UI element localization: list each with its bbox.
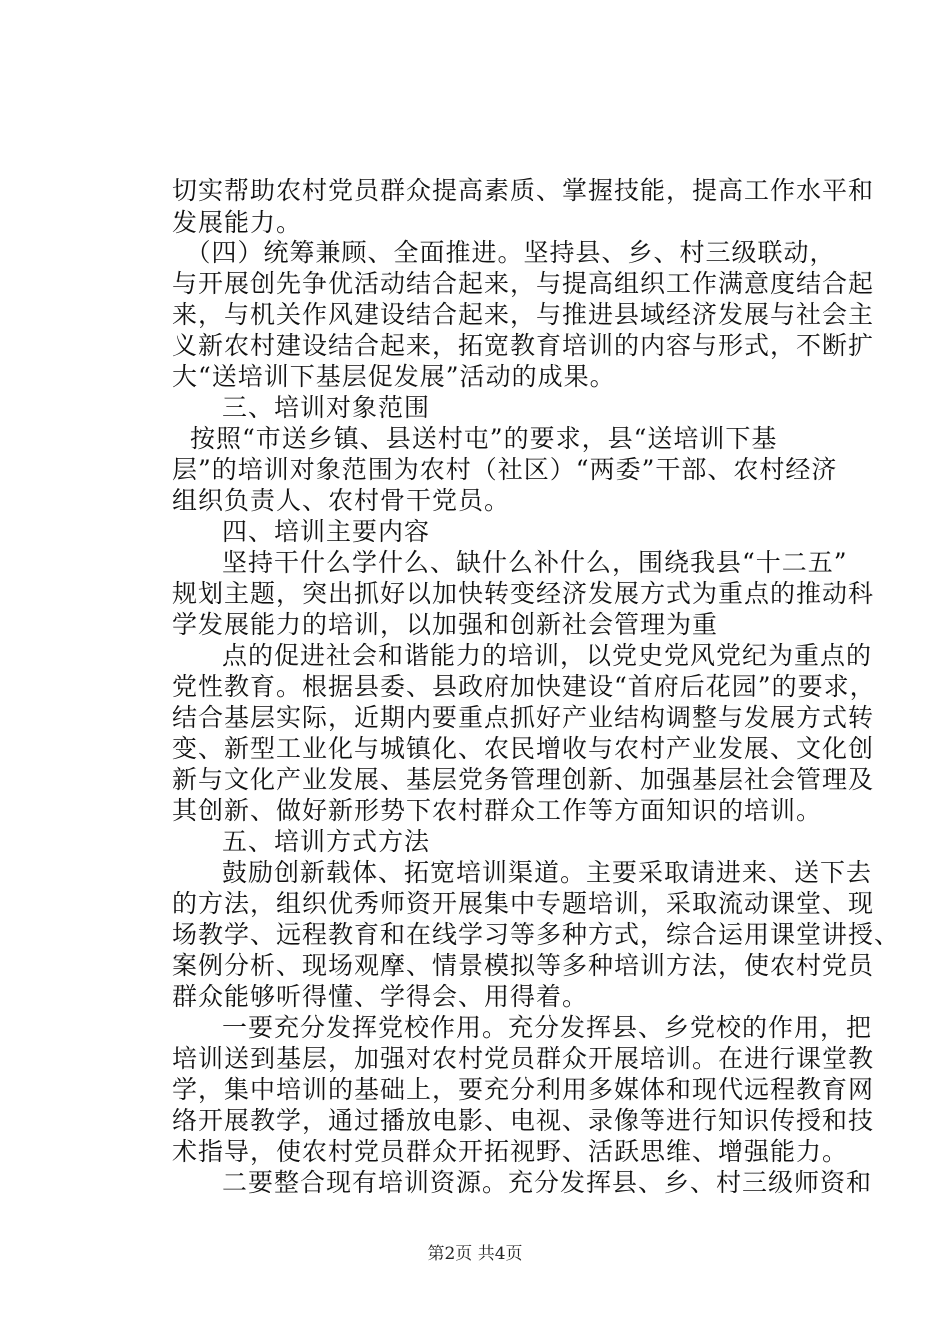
paragraph-line: 切实帮助农村党员群众提高素质、掌握技能，提高工作水平和	[172, 176, 875, 205]
paragraph-line: 场教学、远程教育和在线学习等多种方式，综合运用课堂讲授、	[172, 920, 901, 949]
paragraph-line: （四）统筹兼顾、全面推进。坚持县、乡、村三级联动，	[172, 238, 836, 267]
paragraph-line: 其创新、做好新形势下农村群众工作等方面知识的培训。	[172, 796, 823, 825]
paragraph-line: 培训送到基层，加强对农村党员群众开展培训。在进行课堂教	[172, 1044, 875, 1073]
section-heading: 五、培训方式方法	[222, 827, 431, 856]
section-heading: 四、培训主要内容	[222, 517, 431, 546]
paragraph-line: 学发展能力的培训，以加强和创新社会管理为重	[172, 610, 719, 639]
paragraph-line: 按照“市送乡镇、县送村屯”的要求，县“送培训下基	[190, 424, 778, 453]
paragraph-line: 义新农村建设结合起来，拓宽教育培训的内容与形式，不断扩	[172, 331, 875, 360]
paragraph-line: 二要整合现有培训资源。充分发挥县、乡、村三级师资和	[222, 1168, 873, 1197]
paragraph-line: 案例分析、现场观摩、情景模拟等多种培训方法，使农村党员	[172, 951, 875, 980]
paragraph-line: 络开展教学，通过播放电影、电视、录像等进行知识传授和技	[172, 1106, 875, 1135]
paragraph-line: 术指导，使农村党员群众开拓视野、活跃思维、增强能力。	[172, 1137, 849, 1166]
paragraph-line: 变、新型工业化与城镇化、农民增收与农村产业发展、文化创	[172, 734, 875, 763]
paragraph-line: 与开展创先争优活动结合起来，与提高组织工作满意度结合起	[172, 269, 875, 298]
paragraph-line: 一要充分发挥党校作用。充分发挥县、乡党校的作用，把	[222, 1013, 873, 1042]
paragraph-line: 大“送培训下基层促发展”活动的成果。	[172, 362, 616, 391]
section-heading: 三、培训对象范围	[222, 393, 431, 422]
paragraph-line: 的方法，组织优秀师资开展集中专题培训，采取流动课堂、现	[172, 889, 875, 918]
paragraph-line: 党性教育。根据县委、县政府加快建设“首府后花园”的要求，	[172, 672, 876, 701]
paragraph-line: 来，与机关作风建设结合起来，与推进县域经济发展与社会主	[172, 300, 875, 329]
paragraph-line: 结合基层实际，近期内要重点抓好产业结构调整与发展方式转	[172, 703, 875, 732]
paragraph-line: 坚持干什么学什么、缺什么补什么，围绕我县“十二五”	[222, 548, 848, 577]
page-number-footer: 第2页 共4页	[427, 1244, 523, 1264]
paragraph-line: 组织负责人、农村骨干党员。	[172, 486, 511, 515]
paragraph-line: 规划主题，突出抓好以加快转变经济发展方式为重点的推动科	[172, 579, 875, 608]
paragraph-line: 新与文化产业发展、基层党务管理创新、加强基层社会管理及	[172, 765, 875, 794]
paragraph-line: 鼓励创新载体、拓宽培训渠道。主要采取请进来、送下去	[222, 858, 873, 887]
paragraph-line: 层”的培训对象范围为农村（社区）“两委”干部、农村经济	[172, 455, 838, 484]
paragraph-line: 点的促进社会和谐能力的培训，以党史党风党纪为重点的	[222, 641, 873, 670]
paragraph-line: 学，集中培训的基础上，要充分利用多媒体和现代远程教育网	[172, 1075, 875, 1104]
paragraph-line: 发展能力。	[172, 208, 303, 237]
paragraph-line: 群众能够听得懂、学得会、用得着。	[172, 982, 589, 1011]
